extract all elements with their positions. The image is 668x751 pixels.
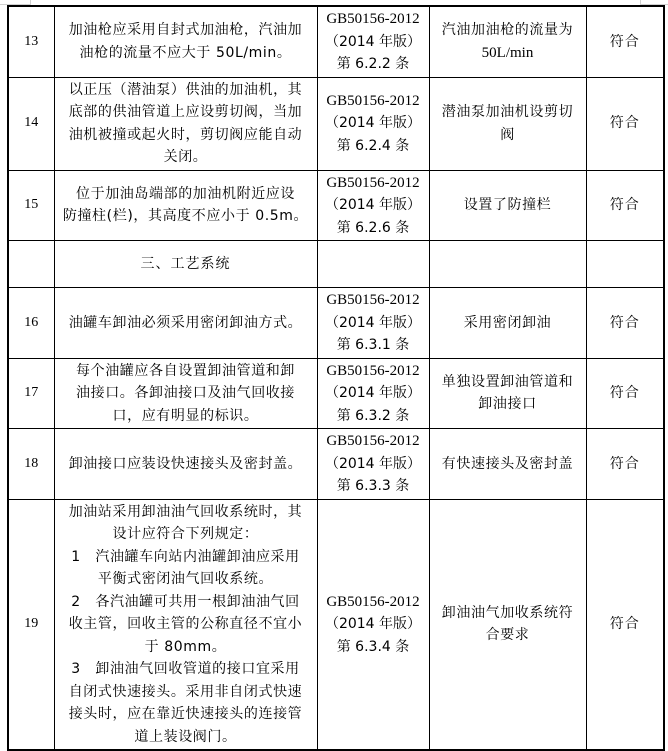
requirement-line: 卸油接口应装设快速接头及密封盖。 — [68, 455, 303, 472]
standard-edition: （2014 年版） — [324, 314, 422, 331]
finding-cell — [429, 170, 586, 241]
standard-clause: 第 6.2.6 条 — [336, 219, 410, 236]
section-row — [8, 241, 664, 288]
item-number: 19 — [8, 499, 54, 750]
requirement-cell — [54, 429, 317, 500]
standard-code: GB50156-2012 — [326, 292, 420, 308]
inspection-table — [7, 5, 665, 751]
requirement-line: 接头时，应在靠近快速接头的连接管 — [68, 706, 303, 722]
section-empty-cell — [317, 241, 429, 288]
result-cell: 符合 — [586, 170, 664, 241]
section-title: 三、工艺系统 — [54, 241, 317, 288]
requirement-line: 油机被撞或起火时，剪切阀应能自动 — [68, 126, 303, 143]
finding-cell — [429, 358, 586, 429]
standard-edition: （2014 年版） — [324, 616, 422, 632]
requirement-line: 底部的供油管道上应设剪切阀，当加 — [68, 104, 303, 120]
standard-edition: （2014 年版） — [324, 197, 422, 213]
standard-code: GB50156-2012 — [326, 362, 420, 379]
standard-reference — [317, 288, 429, 359]
requirement-line: 2 各汽油罐可共用一根卸油油气回 — [71, 593, 300, 610]
requirement-line: 自闭式快速接头。采用非自闭式快速 — [68, 683, 303, 700]
requirement-line: 口，应有明显的标识。 — [112, 407, 259, 424]
section-number-cell — [8, 241, 54, 288]
requirement-line: 关闭。 — [163, 149, 208, 165]
requirement-line: 于 80mm。 — [144, 638, 227, 655]
finding-cell — [429, 77, 586, 170]
standard-clause: 第 6.3.2 条 — [336, 407, 410, 424]
standard-reference — [317, 170, 429, 241]
requirement-line: 油罐车卸油必须采用密闭卸油方式。 — [68, 314, 303, 331]
standard-reference — [317, 77, 429, 170]
standard-code: GB50156-2012 — [326, 174, 420, 191]
standard-edition: （2014 年版） — [324, 33, 422, 50]
requirement-line: 平衡式密闭油气回收系统。 — [97, 571, 274, 587]
result-cell: 符合 — [586, 77, 664, 170]
requirement-line: 每个油罐应各自设置卸油管道和卸 — [76, 362, 295, 379]
requirement-line: 加油站采用卸油油气回收系统时，其 — [68, 503, 303, 520]
result-cell: 符合 — [586, 358, 664, 429]
standard-code: GB50156-2012 — [326, 593, 420, 610]
requirement-cell — [54, 170, 317, 241]
finding-line: 50L/min — [481, 44, 534, 61]
finding-cell — [429, 6, 586, 77]
item-number: 18 — [8, 429, 54, 500]
standard-clause: 第 6.3.3 条 — [336, 478, 410, 494]
requirement-line: 1 汽油罐车向站内油罐卸油应采用 — [71, 548, 300, 565]
requirement-line: 防撞柱(栏)，其高度不应小于 0.5m。 — [62, 208, 309, 225]
standard-clause: 第 6.2.2 条 — [336, 56, 410, 72]
table-row-14 — [8, 77, 664, 170]
item-number: 15 — [8, 170, 54, 241]
requirement-cell — [54, 77, 317, 170]
requirement-cell — [54, 288, 317, 359]
requirement-line: 收主管，回收主管的公称直径不宜小 — [68, 616, 303, 632]
finding-line: 采用密闭卸油 — [463, 314, 552, 331]
finding-line: 潜油泵加油机设剪切 — [441, 104, 574, 120]
standard-code: GB50156-2012 — [326, 11, 420, 27]
standard-reference — [317, 499, 429, 750]
result-cell: 符合 — [586, 429, 664, 500]
finding-line: 单独设置卸油管道和 — [441, 373, 574, 390]
table-row-18 — [8, 429, 664, 500]
table-row-16 — [8, 288, 664, 359]
requirement-line: 油接口。各卸油接口及油气回收接 — [76, 385, 295, 401]
finding-line: 设置了防撞栏 — [463, 197, 552, 213]
standard-clause: 第 6.3.1 条 — [336, 337, 410, 353]
standard-code: GB50156-2012 — [326, 92, 420, 109]
requirement-line: 以正压（潜油泵）供油的加油机，其 — [68, 81, 303, 98]
standard-edition: （2014 年版） — [324, 385, 422, 401]
finding-line: 卸油油气加收系统符 — [441, 604, 574, 621]
requirement-line: 加油枪应采用自封式加油枪，汽油加 — [68, 22, 303, 39]
standard-edition: （2014 年版） — [324, 115, 422, 132]
result-cell: 符合 — [586, 499, 664, 750]
section-empty-cell — [586, 241, 664, 288]
result-cell: 符合 — [586, 6, 664, 77]
standard-reference — [317, 429, 429, 500]
finding-cell — [429, 499, 586, 750]
requirement-line: 油枪的流量不应大于 50L/min。 — [79, 44, 292, 61]
requirement-line: 设计应符合下列规定： — [112, 526, 259, 542]
requirement-line: 道上装设阀门。 — [134, 728, 237, 745]
finding-line: 卸油接口 — [478, 396, 537, 413]
finding-line: 合要求 — [485, 627, 530, 644]
section-empty-cell — [429, 241, 586, 288]
item-number: 13 — [8, 6, 54, 77]
standard-clause: 第 6.3.4 条 — [336, 638, 410, 655]
item-number: 17 — [8, 358, 54, 429]
requirement-line: 位于加油岛端部的加油机附近应设 — [76, 185, 295, 202]
standard-edition: （2014 年版） — [324, 455, 422, 472]
finding-line: 有快速接头及密封盖 — [441, 455, 574, 472]
table-row-19 — [8, 499, 664, 750]
standard-clause: 第 6.2.4 条 — [336, 137, 410, 154]
requirement-cell — [54, 499, 317, 750]
standard-code: GB50156-2012 — [326, 433, 420, 449]
standard-reference — [317, 358, 429, 429]
standard-reference — [317, 6, 429, 77]
requirement-cell — [54, 358, 317, 429]
finding-cell — [429, 429, 586, 500]
finding-line: 汽油加油枪的流量为 — [441, 22, 574, 39]
result-cell: 符合 — [586, 288, 664, 359]
finding-cell — [429, 288, 586, 359]
finding-line: 阀 — [500, 126, 515, 143]
requirement-line: 3 卸油油气回收管道的接口宜采用 — [71, 661, 300, 677]
item-number: 14 — [8, 77, 54, 170]
requirement-cell — [54, 6, 317, 77]
table-row-13 — [8, 6, 664, 77]
item-number: 16 — [8, 288, 54, 359]
table-row-15 — [8, 170, 664, 241]
table-row-17 — [8, 358, 664, 429]
